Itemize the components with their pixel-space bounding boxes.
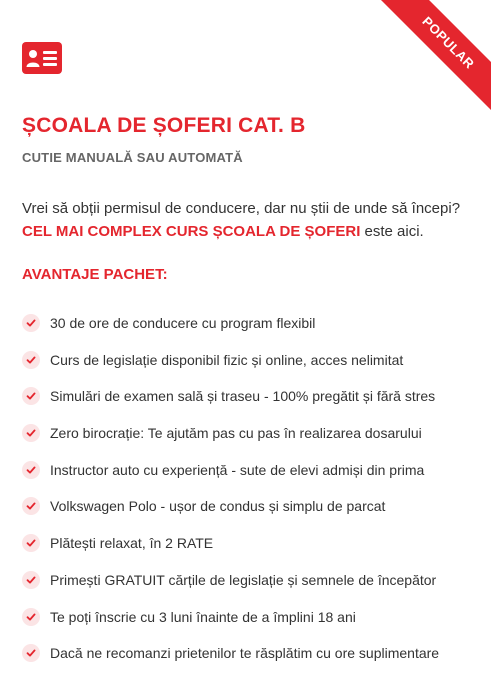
advantage-text: Plătești relaxat, în 2 RATE [50, 535, 214, 552]
intro-line: Vrei să obții permisul de conducere, dar nu știi de unde să începi? [22, 200, 461, 217]
popular-ribbon [361, 0, 491, 130]
advantage-text: Instructor auto cu experiență - sute de elevi admiși din prima [50, 461, 425, 478]
advantage-text: Volkswagen Polo - ușor de condus și simplu de parcat [50, 498, 386, 515]
advantage-item [22, 386, 439, 423]
advantage-text: Te poți înscrie cu 3 luni înainte de a împlini 18 ani [50, 608, 356, 625]
advantage-text: 30 de ore de conducere cu program flexibil [50, 315, 316, 331]
intro-text [22, 197, 482, 243]
intro-rest: este aici. [360, 223, 424, 240]
advantage-text: Curs de legislație disponibil fizic și online, acces nelimitat [50, 351, 404, 368]
check-icon [22, 387, 40, 405]
package-title: ȘCOALA DE ȘOFERI CAT. B [22, 114, 306, 137]
advantage-item [22, 423, 439, 460]
advantage-text: Simulări de examen sală și traseu - 100% pregătit și fără stres [50, 388, 436, 405]
intro-highlight: CEL MAI COMPLEX CURS ȘCOALA DE ȘOFERI [22, 223, 361, 240]
advantage-text: Dacă ne recomanzi prietenilor te răsplătim cu ore suplimentare [50, 645, 440, 662]
check-icon [22, 534, 40, 552]
check-icon [22, 314, 40, 332]
advantage-item [22, 643, 439, 680]
advantage-text: Zero birocrație: Te ajutăm pas cu pas în realizarea dosarului [50, 425, 422, 442]
advantage-item [22, 460, 439, 497]
id-card-icon [22, 42, 62, 74]
advantage-text: Primești GRATUIT cărțile de legislație și semnele de începător [50, 571, 437, 588]
check-icon [22, 644, 40, 662]
popular-ribbon-label: POPULAR [369, 0, 491, 122]
check-icon [22, 351, 40, 369]
package-subtitle: CUTIE MANUALĂ SAU AUTOMATĂ [22, 150, 243, 165]
check-icon [22, 461, 40, 479]
advantage-item [22, 496, 439, 533]
check-icon [22, 608, 40, 626]
advantages-title: AVANTAJE PACHET: [22, 266, 168, 283]
check-icon [22, 424, 40, 442]
check-icon [22, 571, 40, 589]
advantage-item [22, 313, 439, 350]
advantage-item [22, 350, 439, 387]
check-icon [22, 497, 40, 515]
advantage-item [22, 570, 439, 607]
advantage-item [22, 533, 439, 570]
intro-highlight-line [22, 220, 482, 243]
advantage-item [22, 607, 439, 644]
advantages-list [22, 313, 439, 680]
